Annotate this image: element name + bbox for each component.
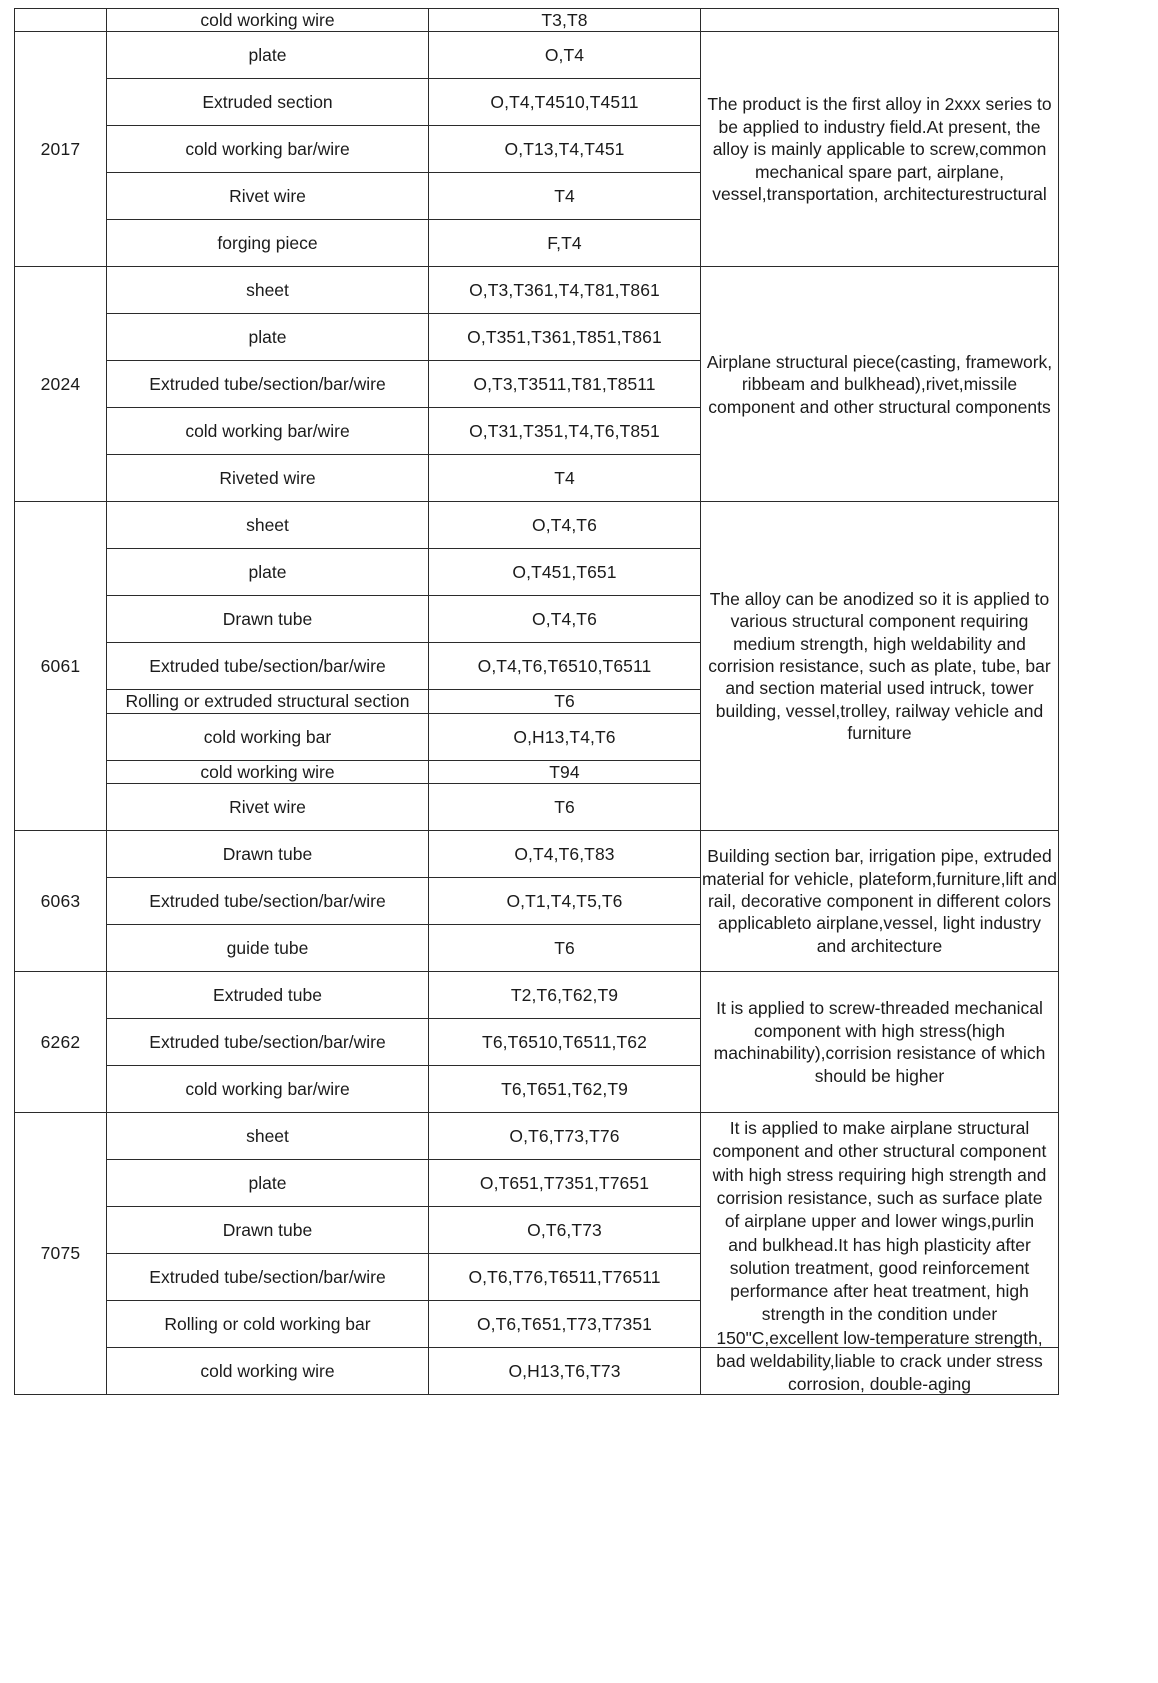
- temper-cell: O,T4,T6,T83: [429, 831, 701, 878]
- temper-cell: T94: [429, 760, 701, 783]
- product-form-cell: plate: [107, 32, 429, 79]
- application-description-text: It is applied to make airplane structural component and other structural component with high stress requiring high strength and corrision resistance, such as surface plate of airplane upper and lower wings,purlin and bulkhead.It has high plasticity after solution treatment, good reinforcement performance after heat treatment, high strength in the condition under 150"C,excellent low-temperature strength, bad weldability,liable to crack under stress corrosion, double-aging: [712, 1118, 1047, 1395]
- product-form-cell: sheet: [107, 1113, 429, 1160]
- application-description-cell: The alloy can be anodized so it is applied to various structural component requiring medium strength, high weldability and corrision resistance, such as plate, tube, bar and section material used intruck, tower building, vessel,trolley, railway vehicle and furniture: [701, 502, 1059, 831]
- temper-cell: O,T4,T6,T6510,T6511: [429, 643, 701, 690]
- table-row: [15, 502, 1059, 549]
- temper-cell: T6,T6510,T6511,T62: [429, 1019, 701, 1066]
- product-form-cell: Extruded tube/section/bar/wire: [107, 361, 429, 408]
- temper-cell: O,T651,T7351,T7651: [429, 1160, 701, 1207]
- product-form-cell: plate: [107, 1160, 429, 1207]
- temper-cell: T4: [429, 455, 701, 502]
- temper-cell: O,H13,T4,T6: [429, 713, 701, 760]
- product-form-cell: forging piece: [107, 220, 429, 267]
- product-form-cell: Extruded tube/section/bar/wire: [107, 878, 429, 925]
- alloy-code-cell: [15, 9, 107, 32]
- product-form-cell: Rolling or cold working bar: [107, 1301, 429, 1348]
- table-row: [15, 267, 1059, 314]
- temper-cell: T6: [429, 925, 701, 972]
- application-description-cell: It is applied to screw-threaded mechanical component with high stress(high machinability),corrision resistance of which should be higher: [701, 972, 1059, 1113]
- application-description-cell: Building section bar, irrigation pipe, extruded material for vehicle, plateform,furniture,lift and rail, decorative component in different colors applicableto airplane,vessel, light industry and architecture: [701, 831, 1059, 972]
- temper-cell: O,T6,T651,T73,T7351: [429, 1301, 701, 1348]
- table-body: [15, 9, 1059, 1395]
- product-form-cell: cold working bar: [107, 713, 429, 760]
- alloy-code-cell: 6262: [15, 972, 107, 1113]
- product-form-cell: Extruded tube/section/bar/wire: [107, 643, 429, 690]
- temper-cell: O,T4,T4510,T4511: [429, 79, 701, 126]
- temper-cell: O,H13,T6,T73: [429, 1348, 701, 1395]
- temper-cell: O,T1,T4,T5,T6: [429, 878, 701, 925]
- alloy-code-cell: 6063: [15, 831, 107, 972]
- product-form-cell: Extruded tube/section/bar/wire: [107, 1019, 429, 1066]
- product-form-cell: Drawn tube: [107, 831, 429, 878]
- table-row: [15, 831, 1059, 878]
- product-form-cell: cold working bar/wire: [107, 126, 429, 173]
- application-description-cell: [701, 1113, 1059, 1395]
- temper-cell: O,T6,T73: [429, 1207, 701, 1254]
- product-form-cell: cold working wire: [107, 1348, 429, 1395]
- product-form-cell: cold working bar/wire: [107, 408, 429, 455]
- temper-cell: T2,T6,T62,T9: [429, 972, 701, 1019]
- alloy-temper-application-table: [14, 8, 1059, 1395]
- product-form-cell: plate: [107, 314, 429, 361]
- application-description-cell: Airplane structural piece(casting, framework, ribbeam and bulkhead),rivet,missile component and other structural components: [701, 267, 1059, 502]
- temper-cell: T3,T8: [429, 9, 701, 32]
- product-form-cell: cold working bar/wire: [107, 1066, 429, 1113]
- product-form-cell: Rivet wire: [107, 784, 429, 831]
- product-form-cell: Riveted wire: [107, 455, 429, 502]
- temper-cell: O,T6,T76,T6511,T76511: [429, 1254, 701, 1301]
- product-form-cell: Rolling or extruded structural section: [107, 690, 429, 713]
- product-form-cell: guide tube: [107, 925, 429, 972]
- application-description-cell: [701, 9, 1059, 32]
- product-form-cell: Rivet wire: [107, 173, 429, 220]
- product-form-cell: Drawn tube: [107, 596, 429, 643]
- alloy-code-cell: 7075: [15, 1113, 107, 1395]
- product-form-cell: Extruded tube: [107, 972, 429, 1019]
- temper-cell: T6: [429, 690, 701, 713]
- temper-cell: O,T351,T361,T851,T861: [429, 314, 701, 361]
- table-row: [15, 32, 1059, 79]
- product-form-cell: cold working wire: [107, 9, 429, 32]
- alloy-code-cell: 2017: [15, 32, 107, 267]
- product-form-cell: cold working wire: [107, 760, 429, 783]
- product-form-cell: Extruded tube/section/bar/wire: [107, 1254, 429, 1301]
- table-row: [15, 1113, 1059, 1160]
- product-form-cell: plate: [107, 549, 429, 596]
- product-form-cell: Drawn tube: [107, 1207, 429, 1254]
- product-form-cell: Extruded section: [107, 79, 429, 126]
- alloy-code-cell: 2024: [15, 267, 107, 502]
- product-form-cell: sheet: [107, 502, 429, 549]
- table-row: [15, 9, 1059, 32]
- temper-cell: O,T4,T6: [429, 502, 701, 549]
- application-description-cell: The product is the first alloy in 2xxx series to be applied to industry field.At present, the alloy is mainly applicable to screw,common mechanical spare part, airplane, vessel,transportation, architecturestructural: [701, 32, 1059, 267]
- temper-cell: F,T4: [429, 220, 701, 267]
- temper-cell: T6,T651,T62,T9: [429, 1066, 701, 1113]
- product-form-cell: sheet: [107, 267, 429, 314]
- temper-cell: O,T6,T73,T76: [429, 1113, 701, 1160]
- temper-cell: T4: [429, 173, 701, 220]
- temper-cell: O,T3,T361,T4,T81,T861: [429, 267, 701, 314]
- temper-cell: O,T4,T6: [429, 596, 701, 643]
- temper-cell: O,T451,T651: [429, 549, 701, 596]
- temper-cell: O,T4: [429, 32, 701, 79]
- table-row: [15, 972, 1059, 1019]
- alloy-code-cell: 6061: [15, 502, 107, 831]
- temper-cell: O,T13,T4,T451: [429, 126, 701, 173]
- temper-cell: T6: [429, 784, 701, 831]
- temper-cell: O,T31,T351,T4,T6,T851: [429, 408, 701, 455]
- temper-cell: O,T3,T3511,T81,T8511: [429, 361, 701, 408]
